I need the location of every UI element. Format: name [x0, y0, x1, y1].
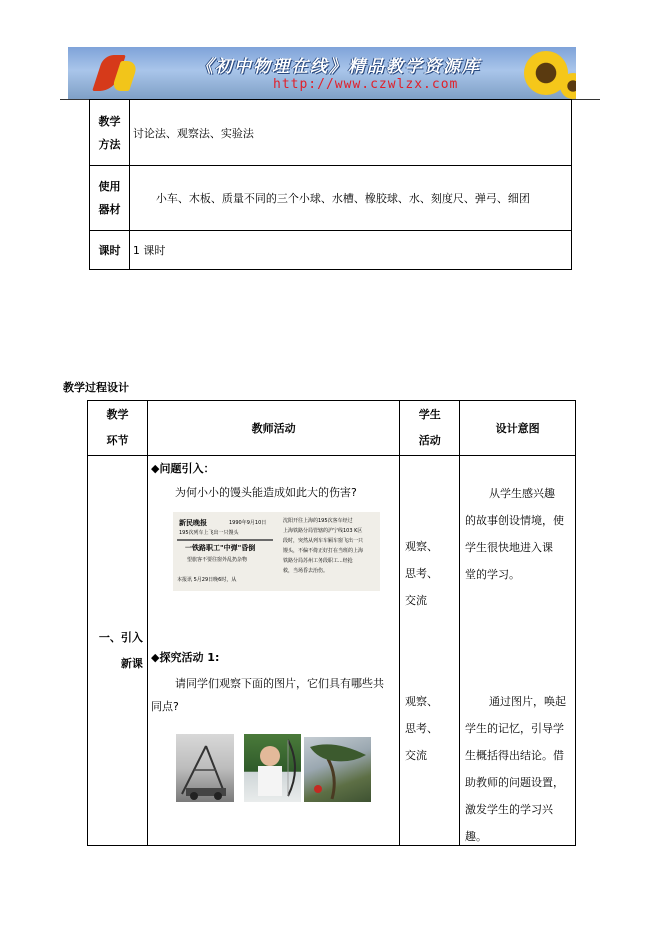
header-teacher: 教师活动	[147, 401, 399, 456]
label-class-hours: 课时	[90, 231, 130, 270]
row-teaching-method	[90, 100, 572, 166]
row-equipment	[90, 166, 572, 231]
header-student: 学生 活动	[400, 401, 460, 456]
block1-heading: ◆问题引入：	[151, 462, 215, 475]
value-equipment: 小车、木板、质量不同的三个小球、水槽、橡胶球、水、刻度尺、弹弓、细团	[129, 166, 571, 231]
block2-student: 观察、 思考、 交流	[405, 695, 438, 762]
block2-heading: ◆探究活动 1:	[151, 651, 220, 664]
block1-question: 为何小小的馒头能造成如此大的伤害?	[175, 486, 357, 499]
storm-tree-photo	[304, 737, 371, 802]
archer-photo	[244, 734, 301, 802]
header-banner	[68, 47, 576, 99]
process-header-row	[88, 401, 576, 456]
stage-cell	[88, 456, 148, 846]
header-stage: 教学 环节	[88, 401, 148, 456]
banner-url[interactable]: http://www.czwlzx.com	[273, 77, 459, 92]
sunflower-small-icon	[560, 73, 576, 99]
student-cell	[400, 456, 460, 846]
label-equipment: 使用 器材	[90, 166, 130, 231]
value-class-hours: 1 课时	[129, 231, 571, 270]
block2-intent: 通过图片，唤起 学生的记忆，引导学 生概括得出结论。借 助教师的问题设置， 激发学生的学习兴 趣。	[465, 695, 566, 843]
section-title: 教学过程设计	[63, 381, 129, 394]
block1-intent: 从学生感兴趣 的故事创设情境，使 学生很快地进入课 堂的学习。	[465, 487, 564, 581]
info-table	[89, 99, 572, 270]
block1-student: 观察、 思考、 交流	[405, 540, 438, 607]
value-teaching-method: 讨论法、观察法、实验法	[129, 100, 571, 166]
header-intent: 设计意图	[460, 401, 576, 456]
row-class-hours	[90, 231, 572, 270]
label-teaching-method: 教学 方法	[90, 100, 130, 166]
stage-line1: 一、引入	[98, 630, 143, 644]
oil-derrick-photo	[176, 734, 234, 802]
newspaper-clipping-image: 新民晚报 1990年9月10日 195次列车上飞出一只馒头 一铁路职工"中弹"昏倒 望旅客不要往窗外乱扔杂物 本报讯 5月29日晚6时，从 沈阳开往上海的195次客车经过 上海铁路分局管辖的沪宁线103 K区 段时，突然从列车车厢车窗飞出一只 馒头，不偏不倚正好打在当班的上海 铁路分局苏州工务段职工...经抢 救，当场昏去治伤。	[173, 512, 380, 591]
stage-line2: 新课	[120, 656, 143, 670]
banner-title: 《初中物理在线》精品教学资源库	[196, 57, 481, 77]
block2-question-line2: 同点?	[151, 700, 179, 713]
block2-question-line1: 请同学们观察下面的图片，它们具有哪些共	[175, 677, 384, 690]
